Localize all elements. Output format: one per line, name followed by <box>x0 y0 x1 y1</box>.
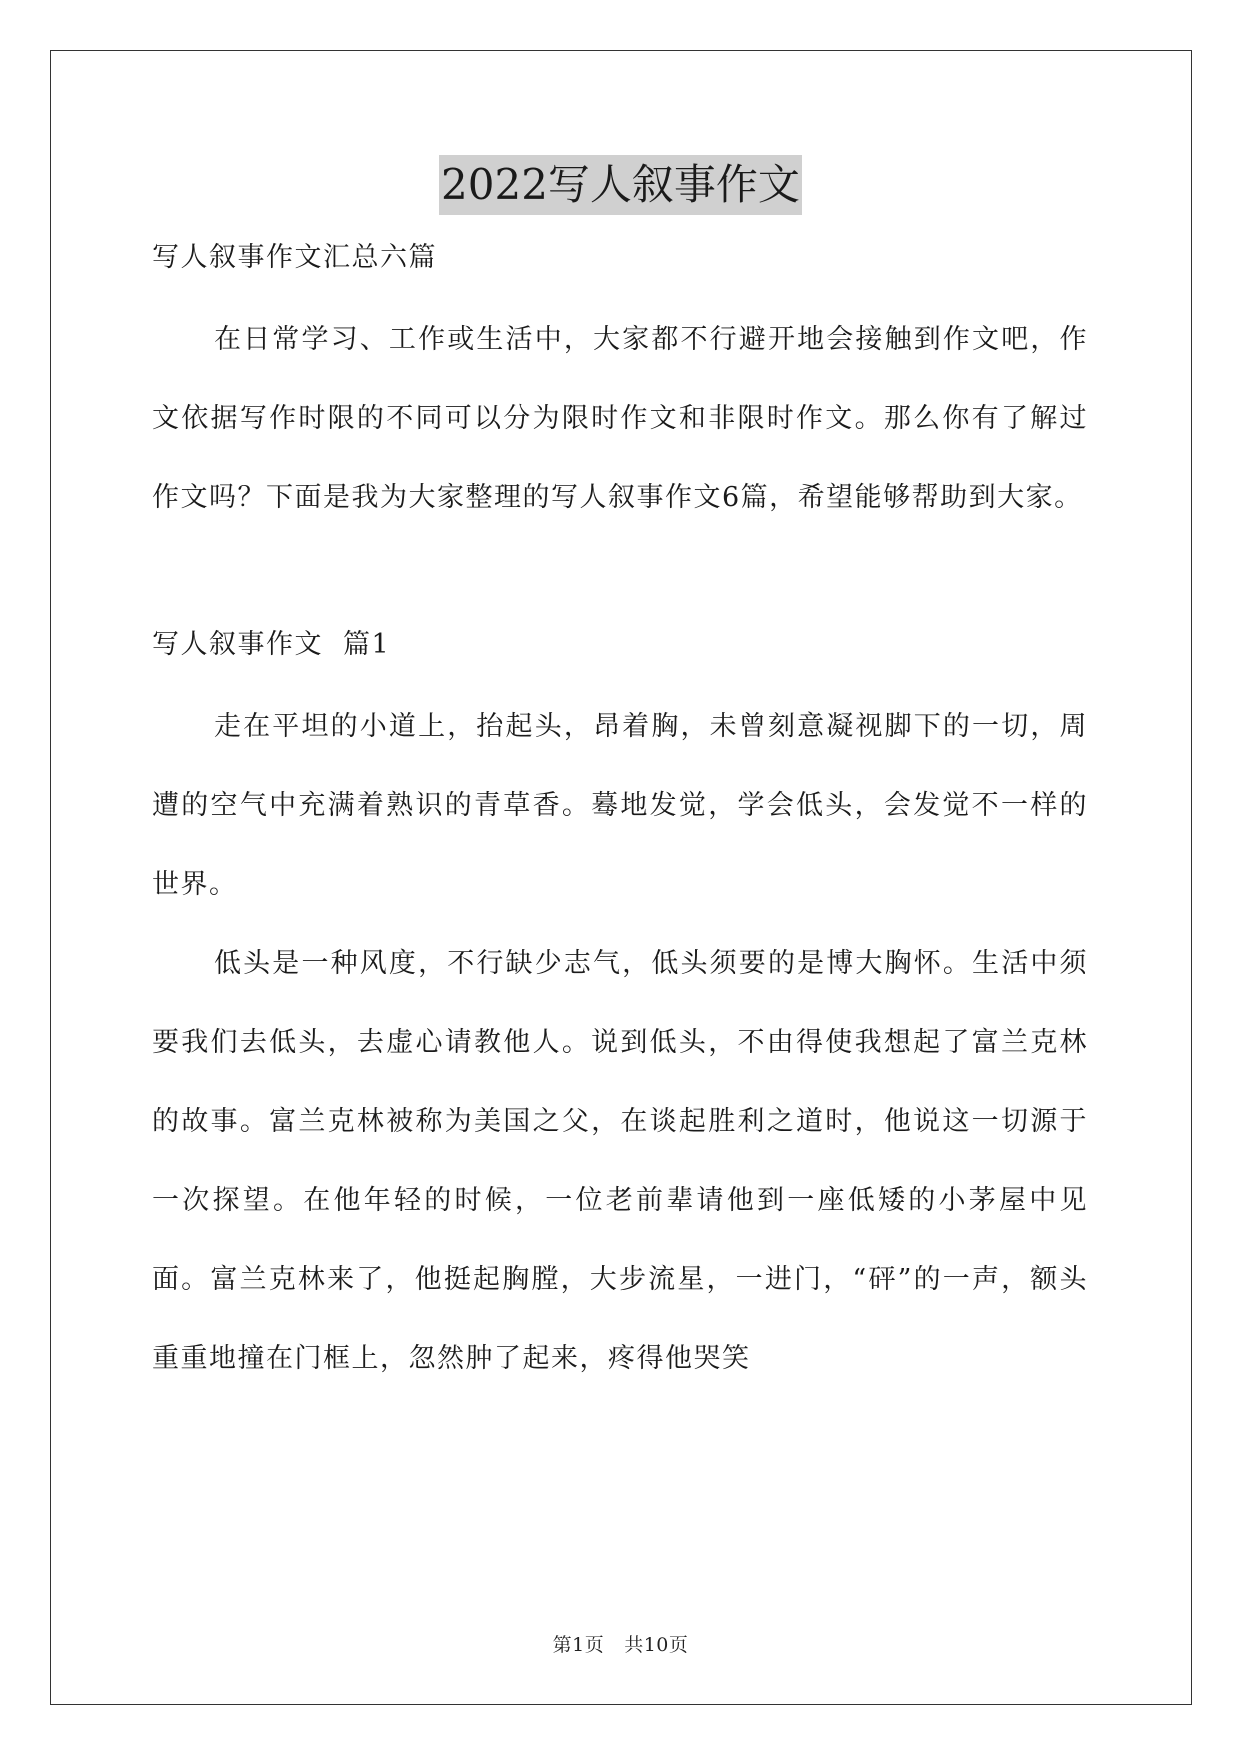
document-subtitle: 写人叙事作文汇总六篇 <box>152 242 437 273</box>
section-paragraph-1: 走在平坦的小道上，抬起头，昂着胸，未曾刻意凝视脚下的一切，周遭的空气中充满着熟识的青草香。蓦地发觉，学会低头，会发觉不一样的世界。 <box>152 711 1088 900</box>
document-body <box>152 232 1088 1398</box>
document-title-text: 2022写人叙事作文 <box>439 155 802 215</box>
intro-paragraph: 在日常学习、工作或生活中，大家都不行避开地会接触到作文吧，作文依据写作时限的不同可以分为限时作文和非限时作文。那么你有了解过作文吗？下面是我为大家整理的写人叙事作文6篇，希望能够帮助到大家。 <box>152 324 1088 513</box>
section-paragraph-2: 低头是一种风度，不行缺少志气，低头须要的是博大胸怀。生活中须要我们去低头，去虚心请教他人。说到低头，不由得使我想起了富兰克林的故事。富兰克林被称为美国之父，在谈起胜利之道时，他说这一切源于一次探望。在他年轻的时候，一位老前辈请他到一座低矮的小茅屋中见面。富兰克林来了，他挺起胸膛，大步流星，一进门，“砰”的一声，额头重重地撞在门框上，忽然肿了起来，疼得他哭笑 <box>152 948 1088 1374</box>
document-title <box>0 155 1241 215</box>
section-number-label: 篇1 <box>343 629 391 660</box>
section-heading-text: 写人叙事作文 <box>152 629 323 660</box>
page-footer <box>0 1630 1241 1657</box>
section-heading <box>152 619 1088 671</box>
page-number-total: 共10页 <box>624 1634 689 1656</box>
page-number-current: 第1页 <box>552 1634 605 1656</box>
